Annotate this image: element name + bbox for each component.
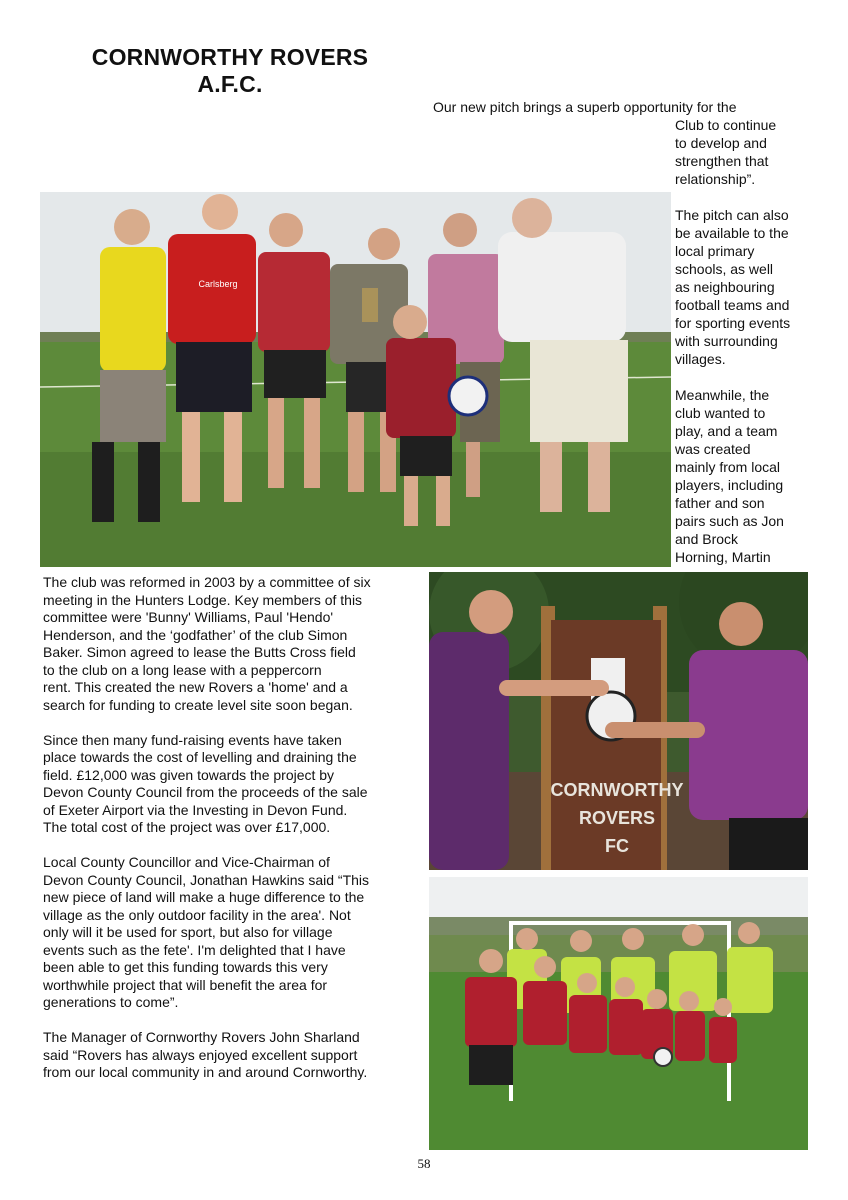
right-paragraph-2: [675, 206, 835, 368]
text-line: Devon County Council, Jonathan Hawkins said “This: [43, 871, 370, 888]
right-paragraph-1: [675, 116, 835, 188]
text-line: The Manager of Cornworthy Rovers John Sharland: [43, 1029, 360, 1045]
text-line: village as the only outdoor facility in the area'. Not: [43, 906, 351, 923]
text-line: only will it be used for sport, but also for village: [43, 924, 333, 940]
title-line-2: A.F.C.: [197, 71, 263, 97]
sign-line-2: ROVERS: [578, 808, 656, 828]
text-line: villages.: [675, 351, 726, 367]
text-line: Baker. Simon agreed to lease the Butts Cross field: [43, 644, 356, 660]
text-line: Henderson, and the ‘godfather’ of the club Simon: [43, 626, 348, 643]
text-line: Local County Councillor and Vice-Chairman of: [43, 854, 330, 870]
text-line: rent. This created the new Rovers a 'home' and a: [43, 679, 348, 695]
text-line: committee were 'Bunny' Williams, Paul 'Hendo': [43, 609, 334, 625]
left-paragraph-1: [43, 574, 423, 714]
text-line: pairs such as Jon: [675, 513, 784, 529]
right-paragraph-3: [675, 386, 835, 566]
page-title: [70, 44, 390, 98]
text-line: Meanwhile, the: [675, 387, 770, 403]
text-line: father and son: [675, 495, 765, 511]
sign-line-3: FC: [605, 836, 629, 856]
text-line: field. £12,000 was given towards the project by: [43, 766, 335, 783]
text-line: football teams and: [675, 297, 790, 313]
text-line: The club was reformed in 2003 by a committee of six: [43, 574, 371, 590]
text-line: as neighbouring: [675, 279, 775, 295]
text-line: place towards the cost of levelling and draining the: [43, 749, 357, 765]
text-line: club wanted to: [675, 405, 766, 421]
text-line: schools, as well: [675, 261, 774, 277]
text-line: be available to the: [675, 225, 789, 241]
left-paragraph-3: [43, 854, 423, 1012]
text-line: with surrounding: [675, 333, 778, 349]
text-line: and Brock: [675, 531, 739, 547]
text-line: mainly from local: [675, 459, 781, 475]
text-line: was created: [675, 441, 751, 457]
text-line: search for funding to create level site soon began.: [43, 696, 353, 713]
trophy-presentation-photo: [40, 192, 671, 567]
right-column-text: [675, 116, 835, 584]
text-line: worthwhile project that will benefit the area for: [43, 976, 328, 993]
left-column-text: [43, 574, 423, 1099]
text-line: for sporting events: [675, 315, 791, 331]
text-line: The pitch can also: [675, 207, 789, 223]
text-line: said “Rovers has always enjoyed excellent support: [43, 1046, 358, 1063]
team-photo: [429, 877, 808, 1150]
text-line: to the club on a long lease with a peppercorn: [43, 661, 322, 678]
text-line: new piece of land will make a huge difference to the: [43, 889, 365, 905]
text-line: to develop and: [675, 135, 767, 151]
text-line: been able to get this funding towards this very: [43, 959, 328, 975]
page-number: 58: [417, 1156, 431, 1171]
text-line: of Exeter Airport via the Investing in Devon Fund.: [43, 801, 348, 818]
shirt-sponsor-text: Carlsberg: [198, 279, 238, 289]
text-line: from our local community in and around Cornworthy.: [43, 1064, 368, 1080]
text-line: play, and a team: [675, 423, 778, 439]
title-line-1: CORNWORTHY ROVERS: [91, 44, 369, 70]
text-line: generations to come”.: [43, 994, 179, 1010]
text-line: Devon County Council from the proceeds of the sale: [43, 784, 368, 800]
text-line: events such as the fete'. I'm delighted that I have: [43, 941, 346, 958]
left-paragraph-2: [43, 732, 423, 837]
left-paragraph-4: [43, 1029, 423, 1082]
text-line: meeting in the Hunters Lodge. Key members of this: [43, 591, 363, 608]
intro-line: Our new pitch brings a superb opportunity for the: [433, 99, 737, 115]
text-line: strengthen that: [675, 153, 769, 169]
handshake-sign-photo: [429, 572, 808, 870]
text-line: Since then many fund-raising events have taken: [43, 731, 342, 748]
text-line: Horning, Martin: [675, 549, 771, 565]
sign-line-1: CORNWORTHY: [550, 780, 684, 800]
text-line: local primary: [675, 243, 755, 259]
text-line: Club to continue: [675, 117, 777, 133]
text-line: players, including: [675, 477, 784, 493]
text-line: relationship”.: [675, 171, 756, 187]
text-line: The total cost of the project was over £17,000.: [43, 819, 331, 835]
